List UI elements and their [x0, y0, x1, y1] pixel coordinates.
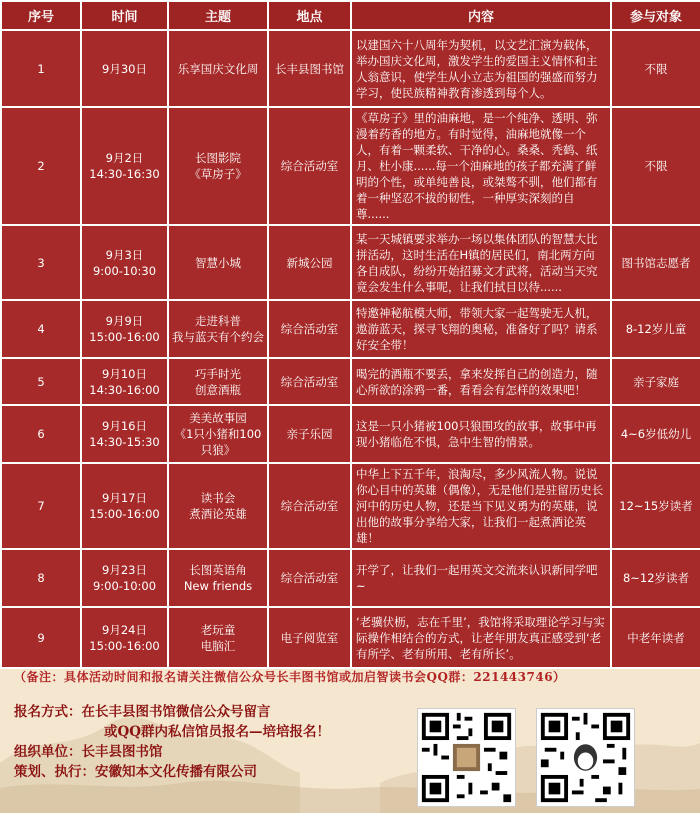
cell-content: 《草房子》里的油麻地，是一个纯净、透明、弥漫着药香的地方。有时觉得，油麻地就像一个人，有着一颗柔软、干净的心。桑桑、秃鹤、纸月、杜小康......每一个油麻地的孩子都充满了鲜明的个性，或单纯善良，或桀骜不驯，他们都有着一种坚忍不拔的韧性，一种厚实深刻的自尊...... — [351, 107, 611, 225]
table-row — [1, 300, 700, 358]
signup-line-1 — [14, 700, 271, 720]
footer-note: （备注：具体活动时间和报名请关注微信公众号长丰图书馆或加启智读书会QQ群：221443746） — [14, 670, 566, 684]
cell-no: 7 — [1, 463, 81, 549]
header-place: 地点 — [268, 1, 351, 30]
cell-audience: 图书馆志愿者 — [611, 225, 700, 300]
cell-theme: 走进科普 我与蓝天有个约会 — [168, 300, 268, 358]
cell-content: 以建国六十八周年为契机，以文艺汇演为载体，举办国庆文化周，激发学生的爱国主义情怀和主人翁意识，使学生从小立志为祖国的强盛而努力学习，使民族精神教育渗透到每个人。 — [351, 30, 611, 107]
table-row — [1, 463, 700, 549]
signup-label: 报名方式： — [14, 704, 82, 720]
cell-no: 5 — [1, 358, 81, 405]
org-line — [14, 740, 163, 760]
cell-place: 综合活动室 — [268, 463, 351, 549]
cell-theme: 长图影院 《草房子》 — [168, 107, 268, 225]
cell-place: 综合活动室 — [268, 549, 351, 607]
header-time: 时间 — [81, 1, 168, 30]
table-row — [1, 405, 700, 463]
cell-time: 9月23日 9:00-10:00 — [81, 549, 168, 607]
table-row — [1, 30, 700, 107]
cell-theme: 乐享国庆文化周 — [168, 30, 268, 107]
cell-place: 综合活动室 — [268, 107, 351, 225]
header-theme: 主题 — [168, 1, 268, 30]
cell-audience: 8-12岁儿童 — [611, 300, 700, 358]
cell-audience: 不限 — [611, 107, 700, 225]
header-audience: 参与对象 — [611, 1, 700, 30]
cell-content: 中华上下五千年，浪淘尽，多少风流人物。说说你心目中的英雄（偶像），无是他们是驻留历史长河中的历史人物，还是当下见义勇为的英雄，说出他的故事分享给大家，让我们一起煮酒论英雄！ — [351, 463, 611, 549]
cell-theme: 长图英语角 New friends — [168, 549, 268, 607]
cell-place: 长丰县图书馆 — [268, 30, 351, 107]
cell-place: 综合活动室 — [268, 358, 351, 405]
org-label: 组织单位： — [14, 744, 82, 760]
plan-line — [14, 760, 257, 780]
cell-theme: 老玩童 电脑汇 — [168, 607, 268, 668]
cell-place: 新城公园 — [268, 225, 351, 300]
table-row — [1, 358, 700, 405]
cell-time: 9月17日 15:00-16:00 — [81, 463, 168, 549]
cell-audience: 中老年读者 — [611, 607, 700, 668]
plan-value: 安徽知本文化传播有限公司 — [95, 764, 257, 780]
cell-content: 开学了，让我们一起用英文交流来认识新同学吧~ — [351, 549, 611, 607]
signup-value-1: 在长丰县图书馆微信公众号留言 — [81, 704, 271, 720]
wechat-qr-code — [417, 708, 516, 807]
qr-code-icon — [537, 709, 634, 806]
cell-time: 9月9日 15:00-16:00 — [81, 300, 168, 358]
cell-content: 某一天城镇要求举办一场以集体团队的智慧大比拼活动，这时生活在H镇的居民们，南北两方向各自成队，纷纷开始招募文才武将，活动当天究竟会发生什么事呢，让我们拭目以待...... — [351, 225, 611, 300]
cell-place: 综合活动室 — [268, 300, 351, 358]
cell-no: 8 — [1, 549, 81, 607]
table-row — [1, 225, 700, 300]
org-value: 长丰县图书馆 — [81, 744, 163, 760]
cell-place: 亲子乐园 — [268, 405, 351, 463]
cell-audience: 8~12岁读者 — [611, 549, 700, 607]
qq-group-qr-code — [536, 708, 635, 807]
cell-no: 3 — [1, 225, 81, 300]
header-content: 内容 — [351, 1, 611, 30]
cell-content: 喝完的酒瓶不要丢，拿来发挥自己的创造力，随心所欲的涂鸦一番，看看会有怎样的效果吧！ — [351, 358, 611, 405]
cell-content: 特邀神秘航模大师，带领大家一起驾驶无人机，遨游蓝天，探寻飞翔的奥秘，准备好了吗？请系好安全带！ — [351, 300, 611, 358]
signup-line-2: 或QQ群内私信馆员报名—培培报名！ — [104, 724, 331, 740]
plan-label: 策划、执行： — [14, 764, 95, 780]
table-row — [1, 549, 700, 607]
cell-content: 这是一只小猪被100只狼围攻的故事，故事中再现小猪临危不惧，急中生智的情景。 — [351, 405, 611, 463]
cell-theme: 巧手时光 创意酒瓶 — [168, 358, 268, 405]
cell-time: 9月16日 14:30-15:30 — [81, 405, 168, 463]
cell-no: 6 — [1, 405, 81, 463]
cell-audience: 12~15岁读者 — [611, 463, 700, 549]
cell-no: 9 — [1, 607, 81, 668]
cell-theme: 美美故事园 《1只小猪和100只狼》 — [168, 405, 268, 463]
cell-audience: 4~6岁低幼儿 — [611, 405, 700, 463]
cell-theme: 智慧小城 — [168, 225, 268, 300]
qr-code-icon — [418, 709, 515, 806]
cell-place: 电子阅览室 — [268, 607, 351, 668]
cell-no: 4 — [1, 300, 81, 358]
table-header-row — [1, 1, 700, 30]
cell-time: 9月2日 14:30-16:30 — [81, 107, 168, 225]
cell-time: 9月10日 14:30-16:00 — [81, 358, 168, 405]
cell-no: 2 — [1, 107, 81, 225]
cell-audience: 不限 — [611, 30, 700, 107]
footer — [0, 656, 700, 813]
cell-no: 1 — [1, 30, 81, 107]
cell-audience: 亲子家庭 — [611, 358, 700, 405]
cell-time: 9月30日 — [81, 30, 168, 107]
cell-theme: 读书会 煮酒论英雄 — [168, 463, 268, 549]
cell-time: 9月24日 15:00-16:00 — [81, 607, 168, 668]
cell-content: ‘老骥伏枥，志在千里’，我馆将采取理论学习与实际操作相结合的方式，让老年朋友真正感受到‘老有所学、老有所用、老有所长’。 — [351, 607, 611, 668]
header-no: 序号 — [1, 1, 81, 30]
cell-time: 9月3日 9:00-10:30 — [81, 225, 168, 300]
table-row — [1, 107, 700, 225]
